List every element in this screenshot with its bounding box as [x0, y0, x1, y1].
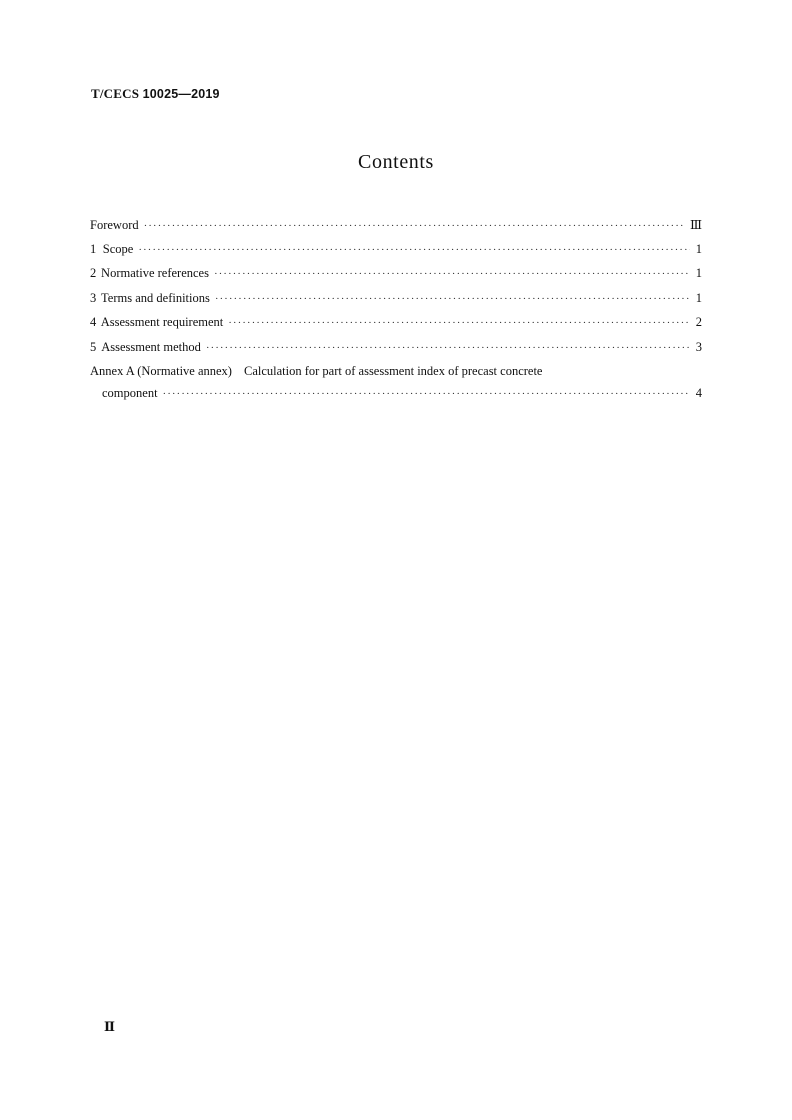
toc-entry-page: 2	[695, 315, 702, 329]
dot-leader	[214, 268, 690, 280]
toc-entry-number: 5	[90, 339, 97, 354]
annex-title-line2	[90, 386, 702, 411]
toc-entry-normative-references[interactable]	[90, 266, 702, 291]
toc-entry-number: 4	[90, 315, 97, 329]
standard-code	[91, 86, 220, 102]
dot-leader	[215, 293, 690, 305]
annex-prefix: Annex A (Normative annex)	[90, 364, 232, 378]
page-title: Contents	[358, 151, 434, 173]
standard-prefix: T/CECS	[91, 86, 140, 101]
toc-entry-page: 4	[695, 386, 702, 400]
toc-entry-page: Ⅲ	[689, 218, 702, 232]
toc-entry-assessment-requirement[interactable]	[90, 315, 702, 340]
dot-leader	[163, 388, 690, 400]
toc-entry-number: 3	[90, 290, 97, 305]
toc-entry-label: Foreword	[90, 218, 139, 232]
dot-leader	[206, 342, 690, 354]
toc-entry-label: Terms and definitions	[101, 290, 210, 305]
dot-leader	[138, 244, 689, 256]
toc-entry-scope[interactable]	[90, 242, 702, 267]
toc-entry-page: 1	[695, 266, 702, 280]
toc-entry-terms-and-definitions[interactable]	[90, 291, 702, 316]
standard-number: 10025—2019	[142, 87, 220, 101]
toc-entry-number: 1	[90, 241, 97, 256]
dot-leader	[144, 220, 684, 232]
dot-leader	[228, 317, 689, 329]
toc-entry-label: Assessment requirement	[100, 315, 224, 329]
toc-entry-number: 2	[90, 266, 97, 280]
toc-entry-page: 1	[695, 241, 702, 256]
toc-entry-annex-a[interactable]	[90, 364, 702, 411]
annex-title-continuation: component	[102, 386, 158, 400]
toc-entry-page: 1	[695, 290, 702, 305]
table-of-contents	[90, 217, 702, 411]
annex-title-line1	[90, 364, 702, 386]
toc-entry-foreword[interactable]	[90, 217, 702, 242]
toc-entry-label: Normative references	[101, 266, 209, 280]
annex-title: Calculation for part of assessment index of precast concrete	[243, 364, 543, 378]
page-number: Ⅱ	[104, 1019, 115, 1034]
toc-entry-assessment-method[interactable]	[90, 340, 702, 365]
toc-entry-label: Assessment method	[101, 339, 201, 354]
toc-entry-label: Scope	[102, 241, 134, 256]
toc-entry-page: 3	[695, 339, 702, 354]
